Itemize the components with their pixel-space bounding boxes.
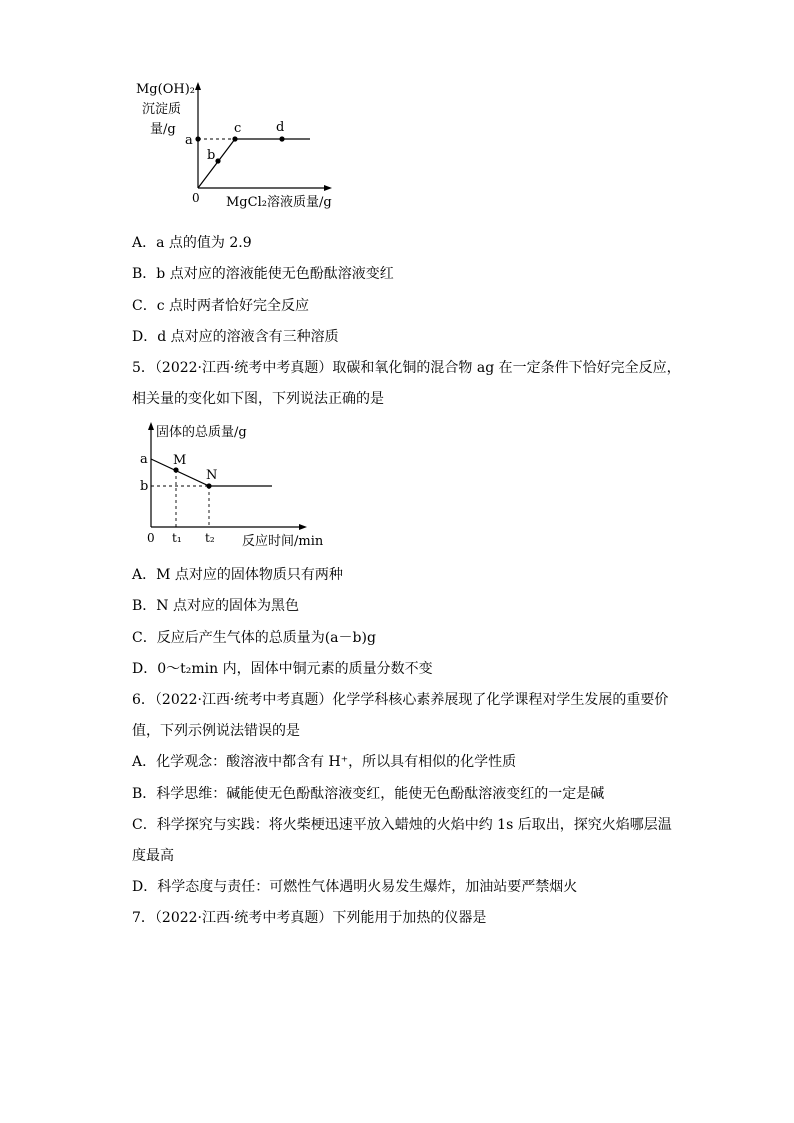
point-a — [195, 136, 200, 141]
q5-option-a: A．M 点对应的固体物质只有两种 — [132, 567, 343, 583]
label-M: M — [173, 453, 187, 468]
point-M — [173, 467, 178, 472]
q6-option-c-line-2: 度最高 — [132, 848, 174, 864]
y-axis-title-1: Mg(OH)₂ — [136, 82, 195, 97]
y-axis-title-2: 沉淀质 — [142, 102, 182, 117]
q5-stem-line-1: 5．（2022·江西·统考中考真题）取碳和氧化铜的混合物 ag 在一定条件下恰好完全反应， — [132, 360, 681, 376]
q6-option-c-line-1: C．科学探究与实践：将火柴梗迅速平放入蜡烛的火焰中约 1s 后取出，探究火焰哪层温 — [132, 817, 672, 833]
q6-stem-line-1: 6．（2022·江西·统考中考真题）化学学科核心素养展现了化学课程对学生发展的重要价 — [132, 692, 669, 708]
point-c — [232, 136, 237, 141]
q4-option-d: D．d 点对应的溶液含有三种溶质 — [132, 329, 339, 345]
origin-label: 0 — [192, 191, 200, 205]
y-axis-arrow — [148, 422, 154, 430]
point-b — [215, 158, 220, 163]
q5-option-d: D．0～t₂min 内，固体中铜元素的质量分数不变 — [132, 661, 433, 677]
q6-option-b: B．科学思维：碱能使无色酚酞溶液变红，能使无色酚酞溶液变红的一定是碱 — [132, 786, 605, 802]
label-c: c — [234, 121, 242, 136]
q4-option-b: B．b 点对应的溶液能使无色酚酞溶液变红 — [132, 266, 394, 282]
y-axis-title: 固体的总质量/g — [156, 425, 247, 440]
label-d: d — [276, 120, 285, 135]
x-axis-title: MgCl₂溶液质量/g — [226, 195, 332, 210]
precipitate-curve — [198, 139, 310, 188]
t1-label: t₁ — [172, 531, 182, 545]
origin-label: 0 — [147, 531, 155, 545]
x-axis-arrow — [324, 185, 332, 191]
label-b: b — [207, 148, 216, 163]
q6-option-a: A．化学观念：酸溶液中都含有 H⁺，所以具有相似的化学性质 — [132, 754, 517, 770]
point-N — [206, 483, 211, 488]
x-axis-title: 反应时间/min — [242, 534, 324, 549]
label-b: b — [140, 479, 149, 494]
q4-option-c: C．c 点时两者恰好完全反应 — [132, 298, 310, 314]
x-axis-arrow — [299, 524, 307, 530]
q5-stem-line-2: 相关量的变化如下图，下列说法正确的是 — [132, 391, 384, 407]
point-d — [279, 136, 284, 141]
label-a: a — [140, 452, 148, 467]
q5-option-c: C．反应后产生气体的总质量为(a－b)g — [132, 630, 376, 646]
label-a: a — [185, 133, 193, 148]
q6-option-d: D．科学态度与责任：可燃性气体遇明火易发生爆炸，加油站要严禁烟火 — [132, 879, 578, 895]
y-axis-arrow — [195, 82, 201, 90]
q7-stem-line-1: 7．（2022·江西·统考中考真题）下列能用于加热的仪器是 — [132, 910, 487, 926]
label-N: N — [206, 468, 218, 483]
mgoh2-precipitate-chart — [132, 76, 352, 216]
solid-mass-chart — [132, 418, 352, 550]
q6-stem-line-2: 值，下列示例说法错误的是 — [132, 723, 300, 739]
y-axis-title-3: 量/g — [150, 122, 176, 137]
q5-option-b: B．N 点对应的固体为黑色 — [132, 598, 299, 614]
t2-label: t₂ — [205, 531, 215, 545]
q4-option-a: A．a 点的值为 2.9 — [132, 235, 252, 251]
